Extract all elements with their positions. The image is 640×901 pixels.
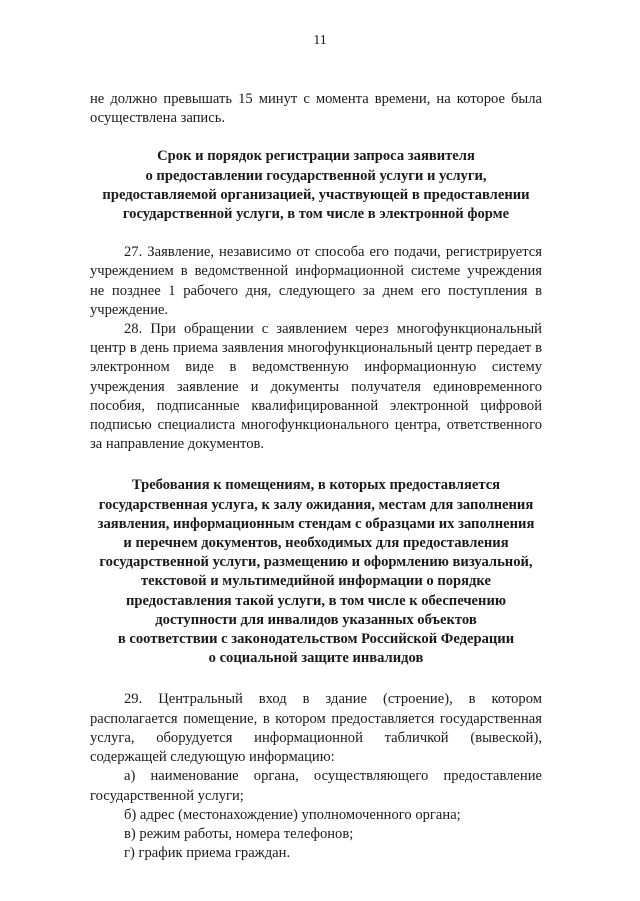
paragraph-28: 28. При обращении с заявлением через многофункциональный центр в день приема заявления многофункциональный центр передает в электронном виде в ведомственную информационную систему учреждения заявление и документы получателя единовременного пособия, подписанные квалифицированной электронной цифровой подписью специалиста многофункционального центра, ответственного за направление документов. [90, 321, 542, 453]
page-content [90, 90, 542, 863]
heading-line: о социальной защите инвалидов [208, 650, 424, 667]
heading-line: предоставляемой организацией, участвующей в предоставлении [102, 186, 530, 203]
paragraph-27: 27. Заявление, независимо от способа его подачи, регистрируется учреждением в ведомственной информационной системе учреждения не позднее 1 рабочего дня, следующего за днем его поступления в учреждение. [90, 244, 542, 318]
section-heading-registration [90, 147, 542, 224]
heading-line: в соответствии с законодательством Российской Федерации [117, 631, 515, 648]
heading-line: и перечнем документов, необходимых для предоставления [123, 535, 509, 552]
heading-line: государственной услуги, размещению и оформлению визуальной, [99, 554, 533, 571]
heading-line: предоставления такой услуги, в том числе к обеспечению [125, 592, 506, 609]
heading-line: Требования к помещениям, в которых предоставляется [131, 477, 501, 494]
page-number: 11 [313, 33, 327, 48]
heading-line: заявления, информационным стендам с образцами их заполнения [97, 515, 535, 532]
paragraph-29: 29. Центральный вход в здание (строение), в котором располагается помещение, в котором предоставляется государственная услуга, оборудуется информационной табличкой (вывеской), содержащей следующую информацию: [90, 691, 542, 766]
heading-line: текстовой и мультимедийной информации о порядке [141, 573, 491, 590]
intro-paragraph: не должно превышать 15 минут с момента времени, на которое была осуществлена запись. [90, 91, 542, 127]
list-item: г) график приема граждан. [124, 845, 291, 862]
heading-line: о предоставлении государственной услуги и услуги, [145, 167, 487, 184]
heading-line: государственной услуги, в том числе в электронной форме [122, 206, 510, 223]
heading-line: доступности для инвалидов указанных объектов [155, 611, 477, 628]
list-item: б) адрес (местонахождение) уполномоченного органа; [124, 806, 461, 823]
section-heading-premises [90, 476, 542, 668]
heading-line: государственная услуга, к залу ожидания, местам для заполнения [98, 496, 534, 513]
heading-line: Срок и порядок регистрации запроса заявителя [157, 148, 475, 165]
list-item: а) наименование органа, осуществляющего предоставление государственной услуги; [90, 768, 542, 804]
list-item: в) режим работы, номера телефонов; [124, 825, 354, 842]
